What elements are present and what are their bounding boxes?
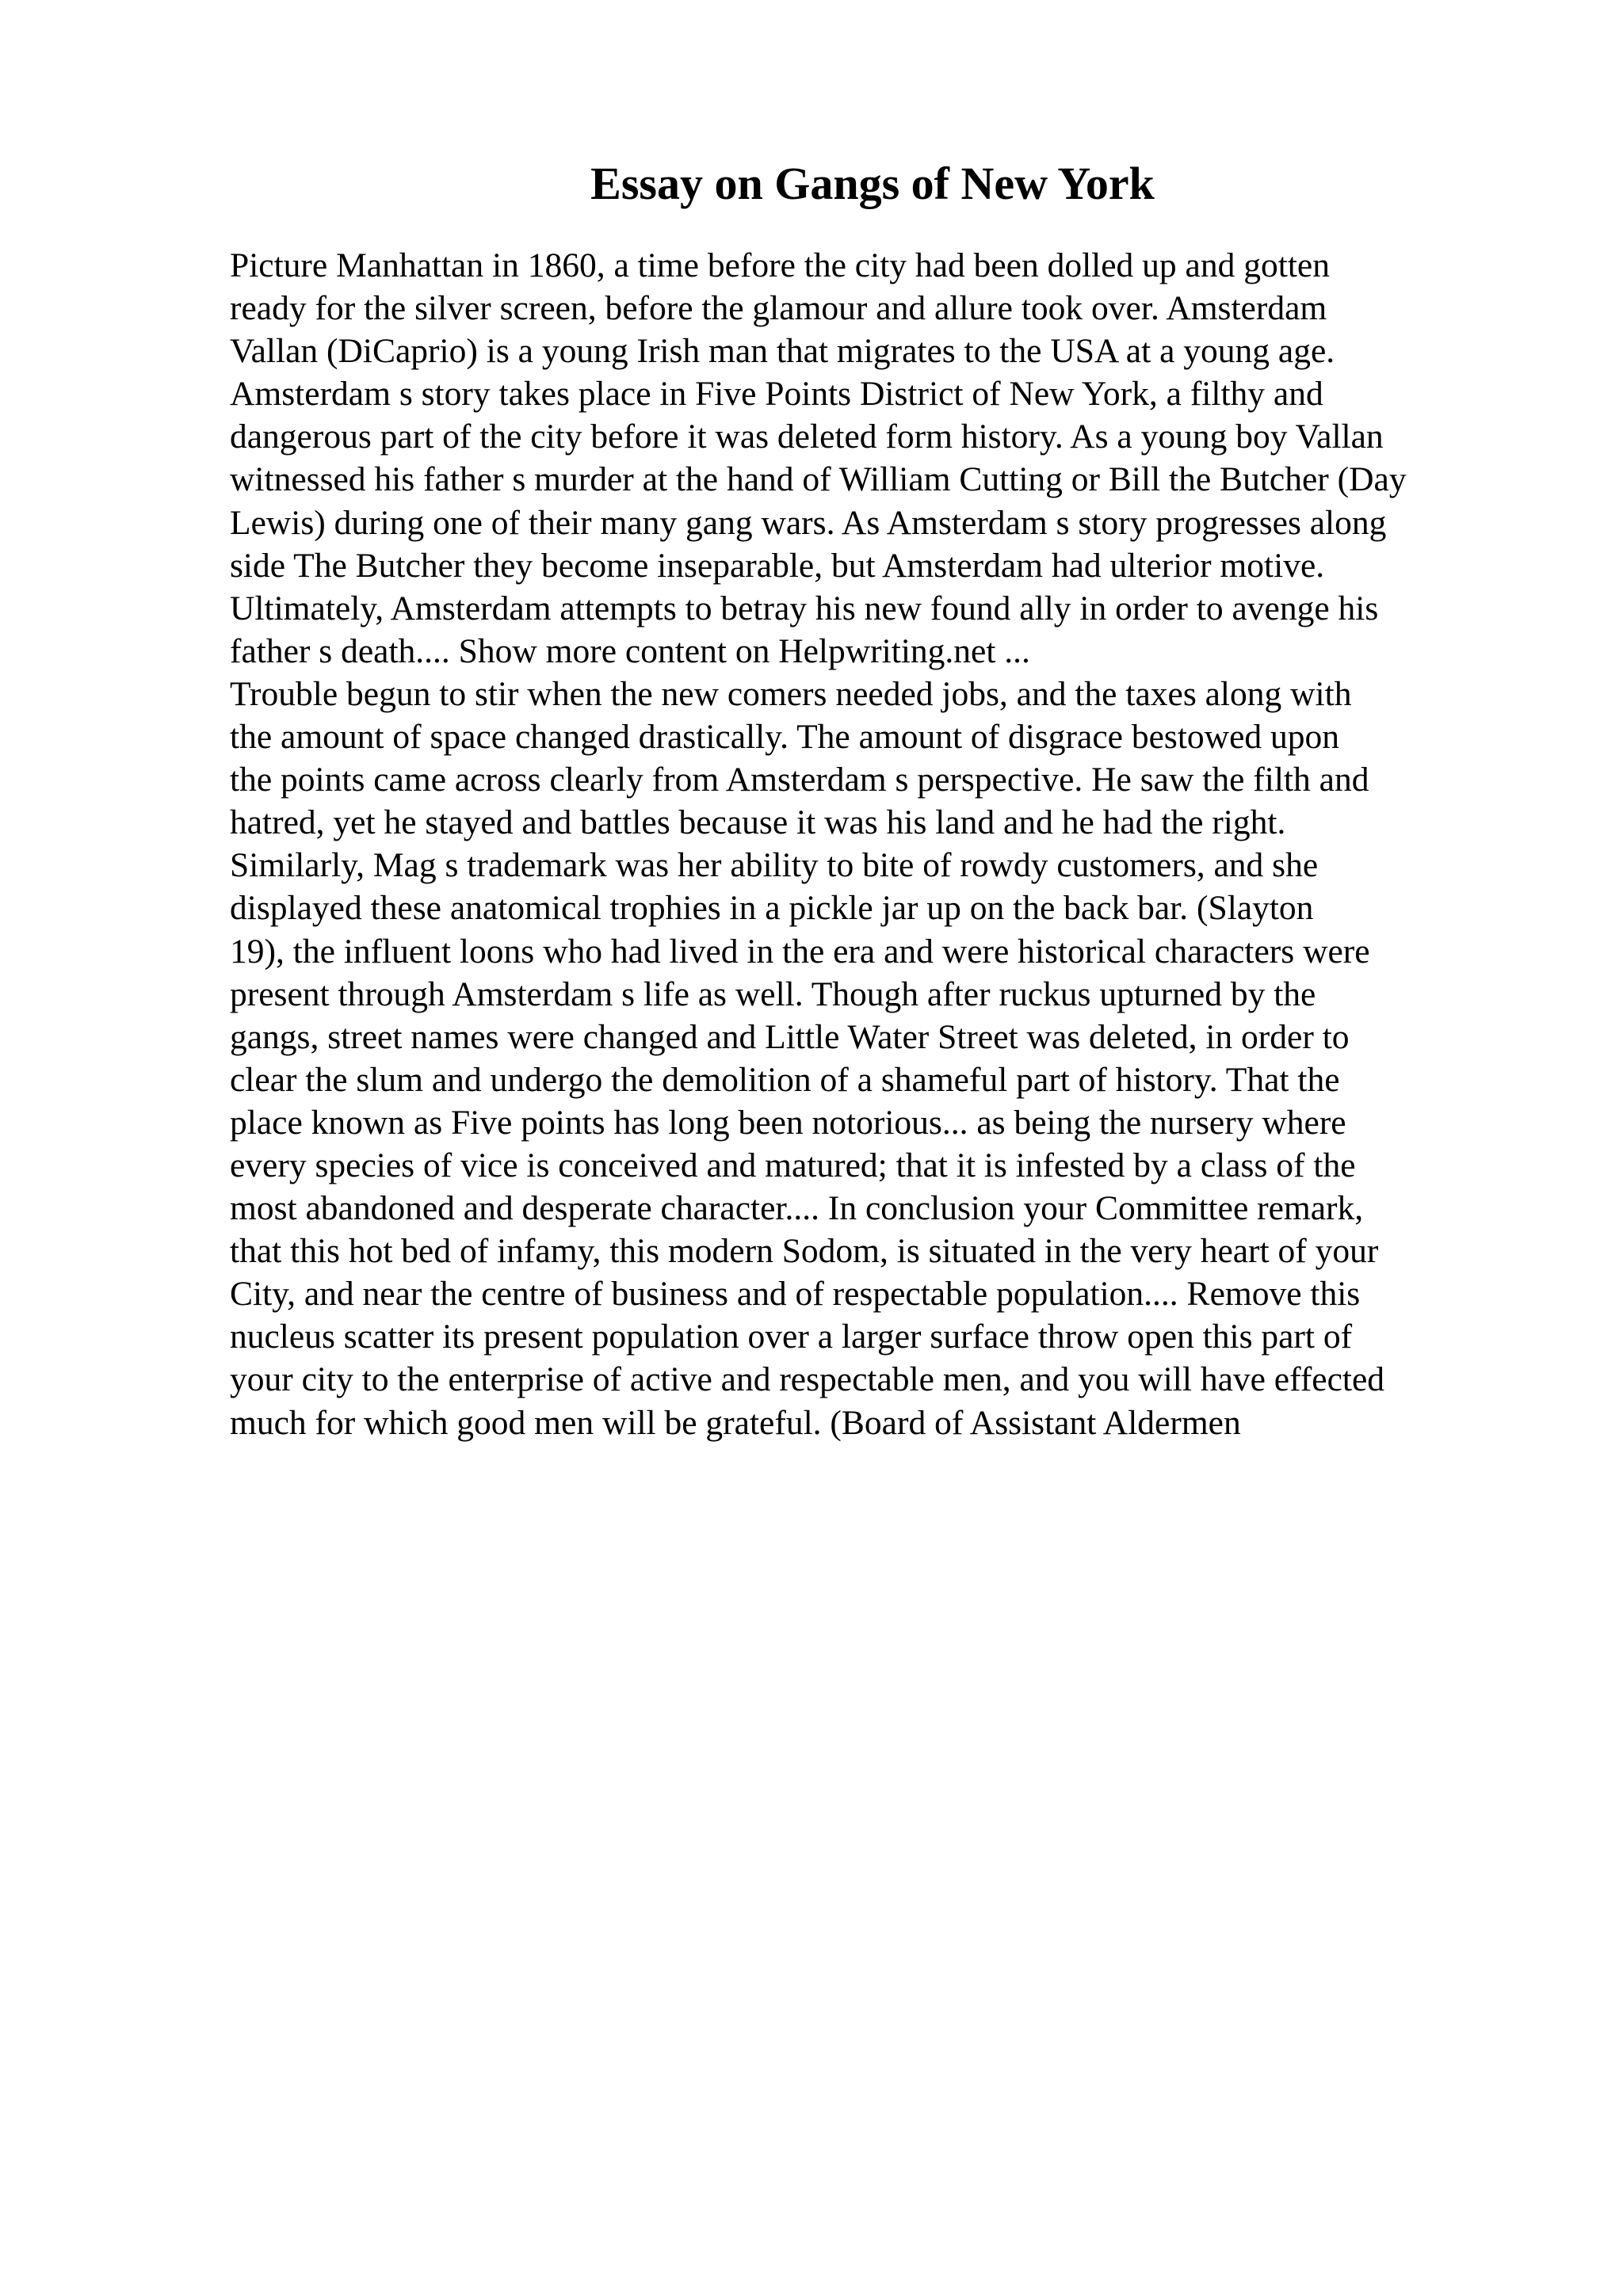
- text-line: Vallan (DiCaprio) is a young Irish man that migrates to the USA at a young age.: [230, 332, 1335, 371]
- text-line: Lewis) during one of their many gang wars. As Amsterdam s story progresses along: [230, 503, 1387, 542]
- text-line: Trouble begun to stir when the new comers needed jobs, and the taxes along with: [230, 674, 1352, 713]
- text-line: displayed these anatomical trophies in a pickle jar up on the back bar. (Slayton: [230, 889, 1314, 928]
- essay-body: [230, 244, 1561, 1444]
- text-line: gangs, street names were changed and Little Water Street was deleted, in order to: [230, 1017, 1350, 1056]
- text-line: nucleus scatter its present population over a larger surface throw open this part of: [230, 1318, 1353, 1356]
- text-line: Picture Manhattan in 1860, a time before the city had been dolled up and gotten: [230, 246, 1330, 284]
- text-line: place known as Five points has long been notorious... as being the nursery where: [230, 1103, 1346, 1142]
- text-line: present through Amsterdam s life as well. Though after ruckus upturned by the: [230, 974, 1316, 1013]
- document-title: Essay on Gangs of New York: [590, 158, 1155, 209]
- text-line: every species of vice is conceived and matured; that it is infested by a class of the: [230, 1146, 1356, 1184]
- text-line: dangerous part of the city before it was deleted form history. As a young boy Vallan: [230, 418, 1384, 456]
- text-line: clear the slum and undergo the demolition of a shameful part of history. That the: [230, 1060, 1340, 1099]
- text-line: Similarly, Mag s trademark was her ability to bite of rowdy customers, and she: [230, 846, 1319, 885]
- text-line: side The Butcher they become inseparable, but Amsterdam had ulterior motive.: [230, 546, 1325, 585]
- text-line: witnessed his father s murder at the hand of William Cutting or Bill the Butcher (Day: [230, 460, 1407, 499]
- text-line: the amount of space changed drastically. The amount of disgrace bestowed upon: [230, 718, 1340, 757]
- text-line: father s death.... Show more content on Helpwriting.net ...: [230, 631, 1030, 670]
- text-line: most abandoned and desperate character.... In conclusion your Committee remark,: [230, 1189, 1364, 1228]
- text-line: your city to the enterprise of active and respectable men, and you will have effected: [230, 1360, 1385, 1399]
- text-line: Ultimately, Amsterdam attempts to betray his new found ally in order to avenge his: [230, 589, 1379, 627]
- text-line: Amsterdam s story takes place in Five Points District of New York, a filthy and: [230, 375, 1323, 414]
- text-line: the points came across clearly from Amsterdam s perspective. He saw the filth and: [230, 761, 1369, 799]
- text-line: that this hot bed of infamy, this modern Sodom, is situated in the very heart of your: [230, 1232, 1379, 1271]
- text-line: hatred, yet he stayed and battles because it was his land and he had the right.: [230, 803, 1286, 842]
- text-line: much for which good men will be grateful. (Board of Assistant Aldermen: [230, 1403, 1241, 1442]
- text-line: City, and near the centre of business and of respectable population.... Remove this: [230, 1275, 1361, 1314]
- text-line: 19), the influent loons who had lived in the era and were historical characters were: [230, 932, 1370, 971]
- text-line: ready for the silver screen, before the glamour and allure took over. Amsterdam: [230, 289, 1327, 328]
